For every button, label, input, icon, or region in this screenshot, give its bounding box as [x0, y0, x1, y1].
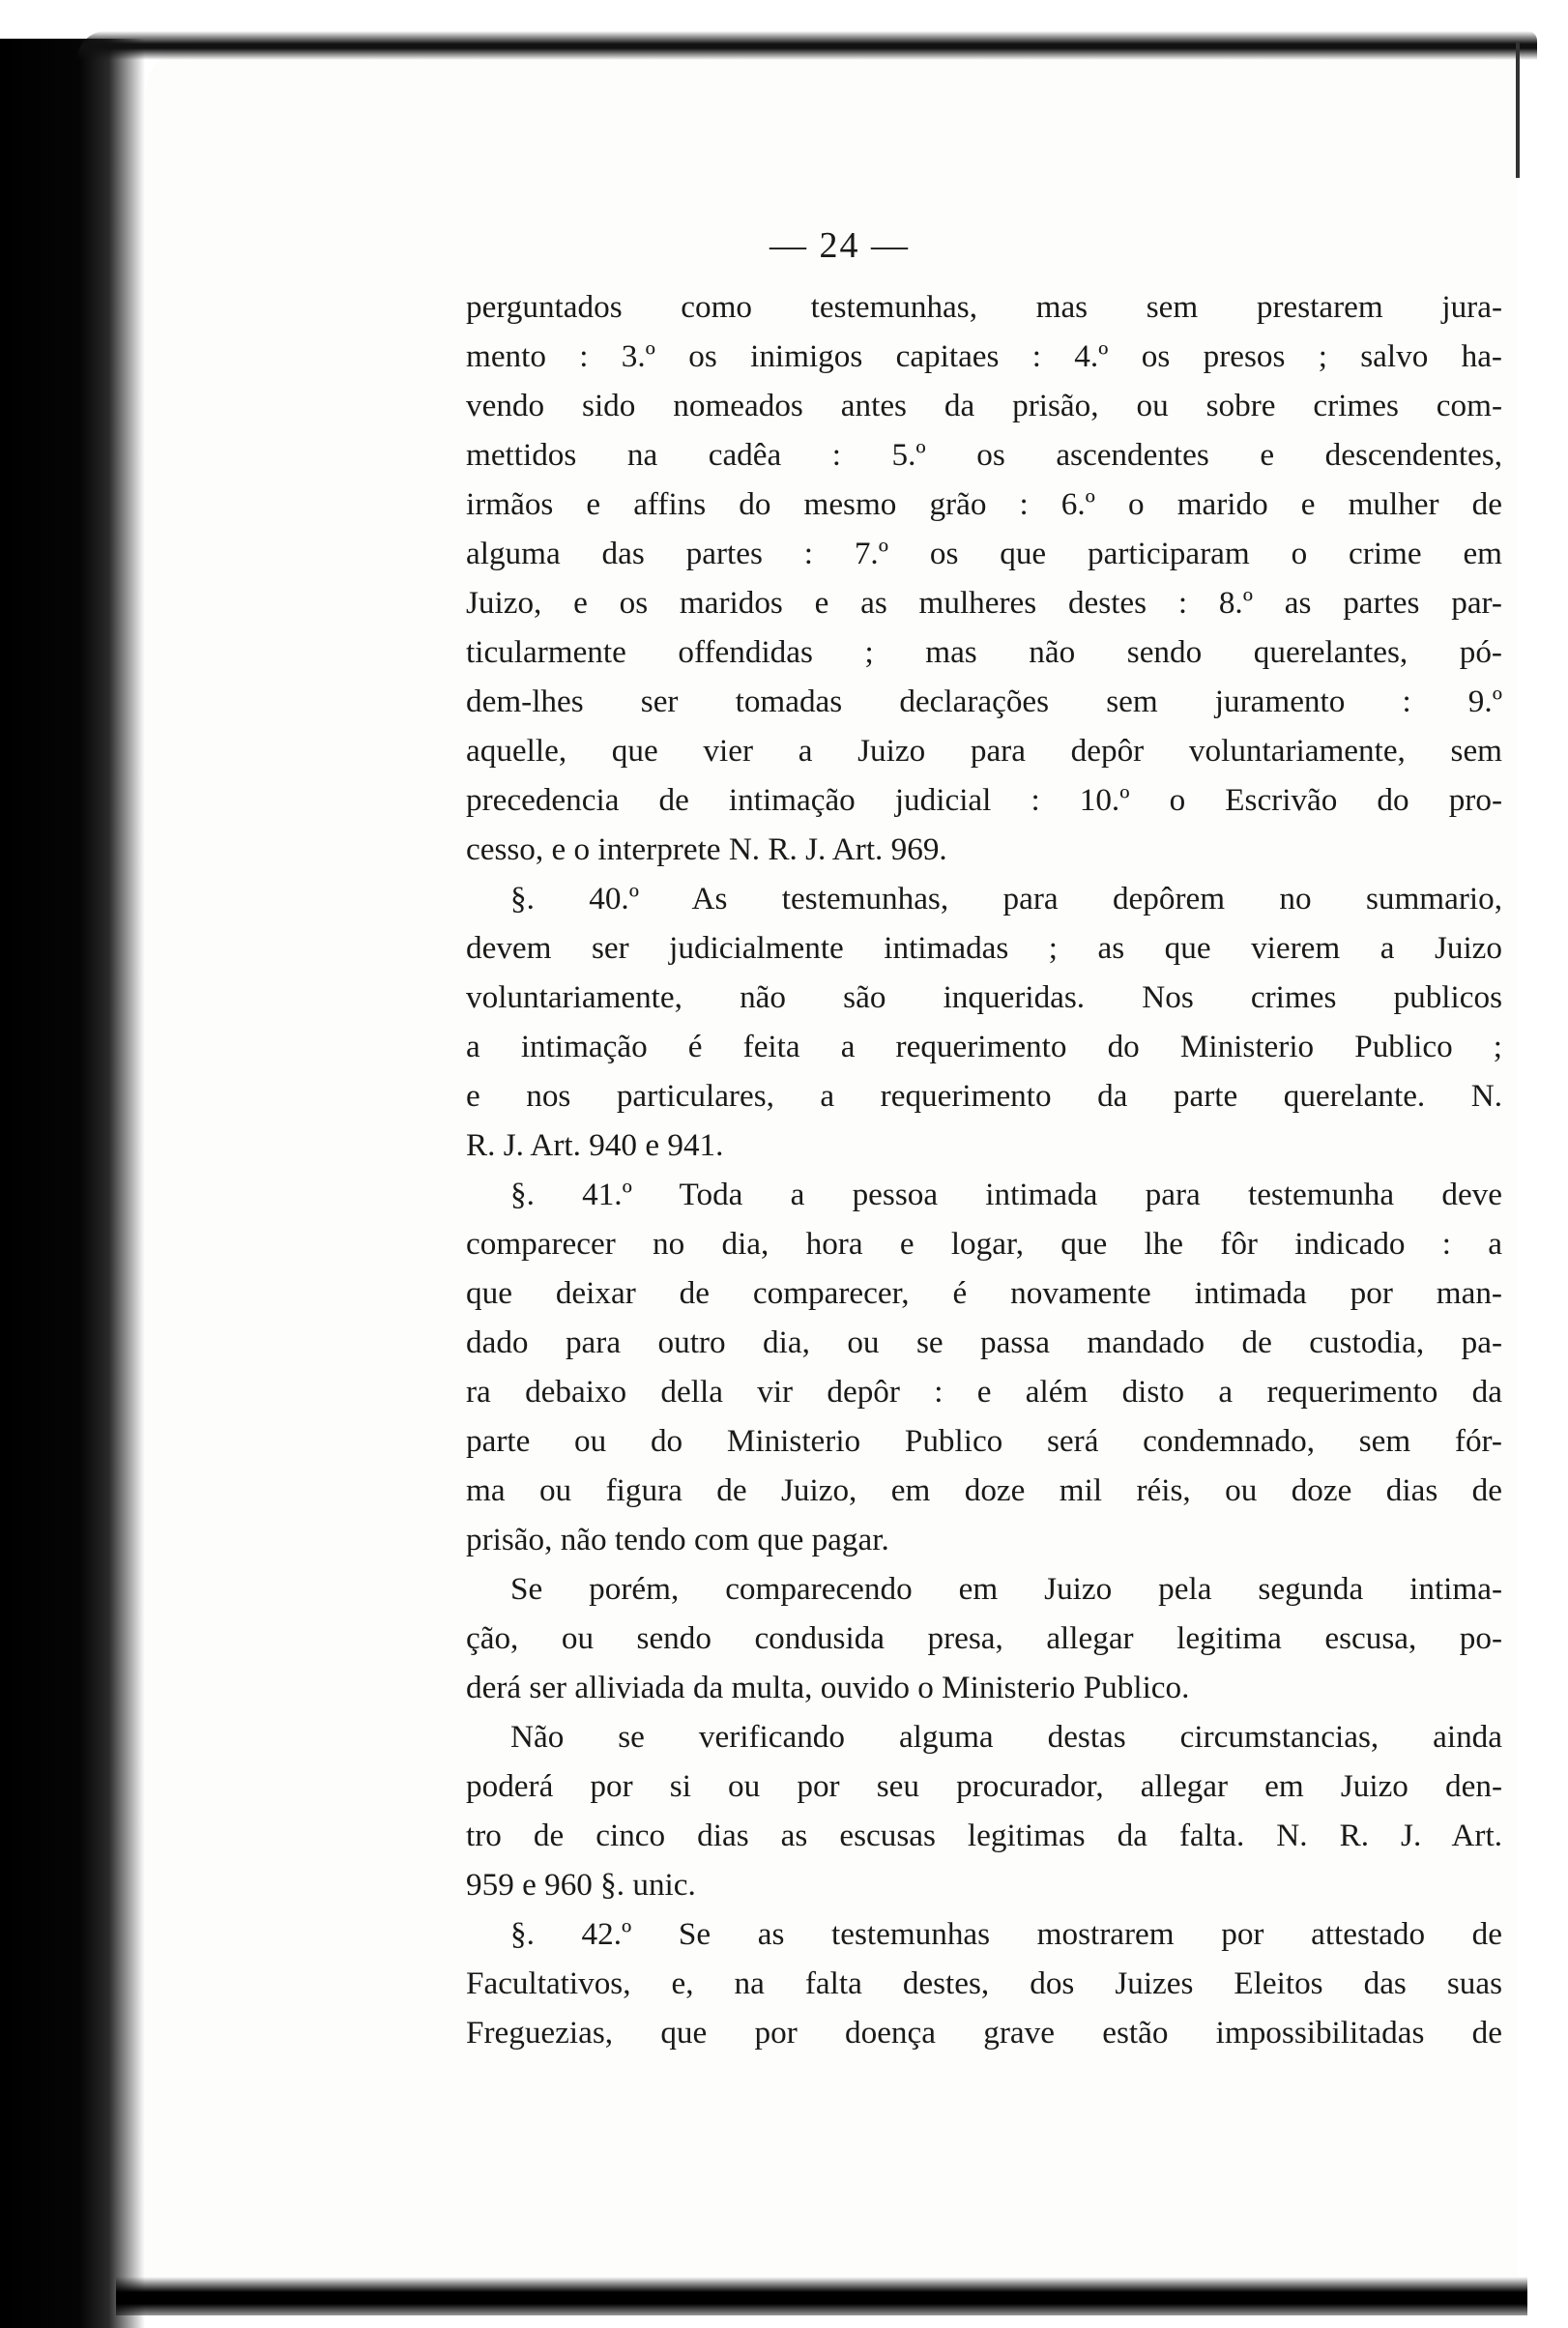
paragraph — [466, 282, 1502, 874]
text-line: comparecer no dia, hora e logar, que lhe fôr indicado : a — [466, 1226, 1502, 1262]
page-binding-shadow — [0, 39, 145, 2328]
text-line: alguma das partes : 7.º os que participaram o crime em — [466, 536, 1502, 571]
text-line: e nos particulares, a requerimento da parte querelante. N. — [466, 1078, 1502, 1114]
text-line: Freguezias, que por doença grave estão impossibilitadas de — [466, 2015, 1502, 2051]
text-line: que deixar de comparecer, é novamente intimada por man- — [466, 1275, 1502, 1311]
text-line: aquelle, que vier a Juizo para depôr voluntariamente, sem — [466, 733, 1502, 769]
text-line: §. 41.º Toda a pessoa intimada para testemunha deve — [510, 1177, 1502, 1212]
text-line: mento : 3.º os inimigos capitaes : 4.º os presos ; salvo ha- — [466, 338, 1502, 374]
paragraph — [466, 1564, 1502, 1712]
text-line: Facultativos, e, na falta destes, dos Juizes Eleitos das suas — [466, 1965, 1502, 2001]
text-line: §. 40.º As testemunhas, para depôrem no summario, — [510, 881, 1502, 917]
text-line: tro de cinco dias as escusas legitimas da falta. N. R. J. Art. — [466, 1818, 1502, 1853]
paragraph — [466, 1170, 1502, 1564]
text-line: dado para outro dia, ou se passa mandado de custodia, pa- — [466, 1324, 1502, 1360]
text-line: irmãos e affins do mesmo grão : 6.º o marido e mulher de — [466, 486, 1502, 522]
text-line: dem-lhes ser tomadas declarações sem juramento : 9.º — [466, 684, 1502, 719]
page-right-edge — [1516, 43, 1520, 178]
page-number: — 24 — — [769, 225, 910, 266]
text-line: mettidos na cadêa : 5.º os ascendentes e descendentes, — [466, 437, 1502, 473]
text-line: Não se verificando alguma destas circumstancias, ainda — [510, 1719, 1502, 1755]
text-line: vendo sido nomeados antes da prisão, ou sobre crimes com- — [466, 388, 1502, 423]
text-line: voluntariamente, não são inqueridas. Nos crimes publicos — [466, 979, 1502, 1015]
paragraph — [466, 1712, 1502, 1909]
text-line: §. 42.º Se as testemunhas mostrarem por attestado de — [510, 1916, 1502, 1952]
text-line: poderá por si ou por seu procurador, allegar em Juizo den- — [466, 1768, 1502, 1804]
page-top-edge — [77, 31, 1537, 60]
text-line: ma ou figura de Juizo, em doze mil réis, ou doze dias de — [466, 1472, 1502, 1508]
text-line: ra debaixo della vir depôr : e além disto a requerimento da — [466, 1374, 1502, 1410]
text-line: R. J. Art. 940 e 941. — [466, 1127, 724, 1163]
paragraph — [466, 1909, 1502, 2057]
text-line: a intimação é feita a requerimento do Ministerio Publico ; — [466, 1029, 1502, 1064]
text-line: Juizo, e os maridos e as mulheres destes : 8.º as partes par- — [466, 585, 1502, 621]
body-text — [466, 282, 1502, 2057]
paragraph — [466, 874, 1502, 1170]
text-line: prisão, não tendo com que pagar. — [466, 1522, 889, 1557]
text-line: ção, ou sendo condusida presa, allegar legitima escusa, po- — [466, 1620, 1502, 1656]
text-line: cesso, e o interprete N. R. J. Art. 969. — [466, 831, 947, 867]
text-line: perguntados como testemunhas, mas sem prestarem jura- — [466, 289, 1502, 325]
text-line: devem ser judicialmente intimadas ; as que vierem a Juizo — [466, 930, 1502, 966]
page-bottom-edge — [116, 2277, 1527, 2315]
text-line: Se porém, comparecendo em Juizo pela segunda intima- — [510, 1571, 1502, 1607]
text-line: precedencia de intimação judicial : 10.º o Escrivão do pro- — [466, 782, 1502, 818]
text-line: ticularmente offendidas ; mas não sendo querelantes, pó- — [466, 634, 1502, 670]
text-line: derá ser alliviada da multa, ouvido o Ministerio Publico. — [466, 1670, 1190, 1705]
text-line: 959 e 960 §. unic. — [466, 1867, 696, 1903]
text-line: parte ou do Ministerio Publico será condemnado, sem fór- — [466, 1423, 1502, 1459]
